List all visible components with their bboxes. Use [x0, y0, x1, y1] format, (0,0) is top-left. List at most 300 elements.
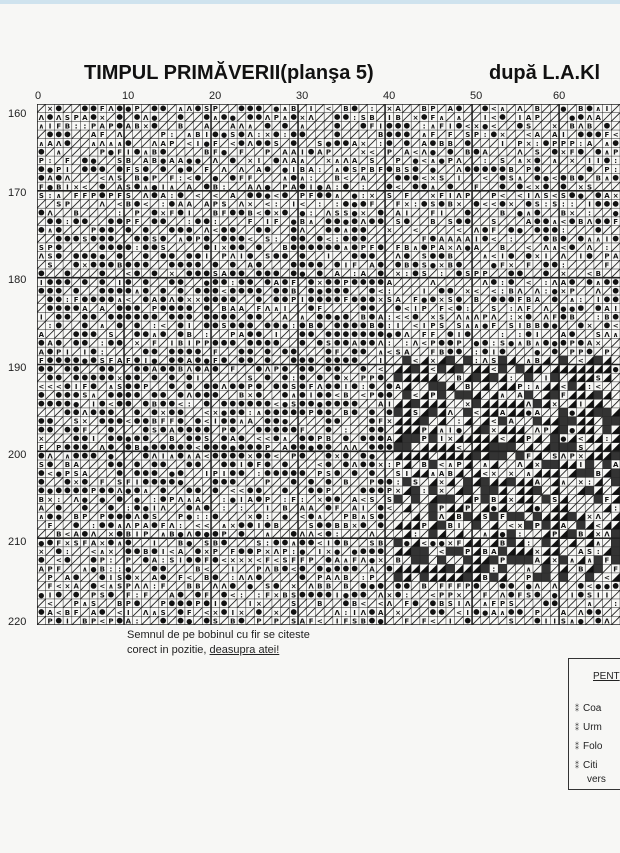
stitch-slash	[385, 269, 394, 278]
stitch-slash	[107, 269, 116, 278]
stitch-symbol: <	[421, 174, 428, 183]
stitch-solid	[394, 443, 403, 452]
stitch-slash	[307, 226, 316, 235]
stitch-slash	[255, 529, 264, 538]
stitch-dot	[308, 331, 314, 337]
stitch-symbol: :	[501, 330, 504, 339]
stitch-slash	[237, 312, 246, 321]
stitch-symbol: B	[499, 209, 506, 218]
stitch-symbol: A	[612, 252, 619, 261]
stitch-slash	[568, 477, 577, 486]
stitch-slash	[263, 486, 272, 495]
stitch-dot	[143, 331, 149, 337]
stitch-symbol: :	[605, 244, 609, 253]
stitch-symbol: ×	[325, 157, 332, 166]
stitch-slash	[368, 521, 377, 530]
stitch-solid	[420, 573, 429, 582]
stitch-half-fill	[472, 573, 481, 582]
stitch-dot	[430, 140, 436, 146]
stitch-dot	[65, 401, 71, 407]
stitch-slash	[342, 347, 351, 356]
stitch-symbol: F	[569, 148, 575, 157]
stitch-dot	[99, 297, 105, 303]
stitch-half-fill	[394, 451, 403, 460]
column-number: 20	[209, 90, 222, 102]
stitch-half-fill	[446, 503, 455, 512]
stitch-slash	[159, 373, 168, 382]
stitch-slash	[228, 147, 237, 156]
stitch-symbol: I	[579, 461, 583, 470]
stitch-dot	[126, 305, 132, 311]
stitch-symbol: I	[544, 374, 548, 383]
stitch-solid	[411, 365, 420, 374]
stitch-slash	[385, 356, 394, 365]
stitch-dot	[38, 166, 44, 172]
stitch-dot	[360, 331, 366, 337]
stitch-symbol: :	[257, 131, 261, 140]
stitch-slash	[202, 208, 211, 217]
stitch-slash	[124, 425, 133, 434]
stitch-symbol: ∧	[430, 122, 436, 131]
stitch-symbol: ∧	[482, 461, 488, 470]
stitch-dot	[47, 540, 53, 546]
stitch-solid	[463, 486, 472, 495]
stitch-symbol: A	[230, 122, 236, 131]
stitch-symbol: :	[231, 574, 235, 583]
stitch-half-fill	[402, 573, 411, 582]
stitch-slash	[542, 608, 551, 617]
stitch-dot	[178, 279, 184, 285]
stitch-symbol: ∧	[343, 556, 349, 565]
stitch-symbol: I	[170, 339, 174, 348]
stitch-dot	[404, 175, 410, 181]
stitch-slash	[89, 425, 98, 434]
stitch-slash	[516, 469, 525, 478]
stitch-slash	[516, 564, 525, 573]
stitch-half-fill	[585, 521, 594, 530]
stitch-symbol: F	[169, 417, 175, 426]
stitch-slash	[272, 356, 281, 365]
stitch-symbol: A	[195, 504, 201, 513]
stitch-symbol: A	[491, 608, 497, 617]
stitch-symbol: :	[92, 521, 95, 530]
stitch-slash	[246, 226, 255, 235]
stitch-symbol: A	[308, 165, 314, 174]
stitch-dot	[378, 583, 384, 589]
stitch-dot	[447, 340, 453, 346]
stitch-slash	[315, 451, 324, 460]
stitch-symbol: ∧	[534, 382, 541, 391]
stitch-symbol: ×	[569, 209, 576, 218]
stitch-dot	[326, 444, 332, 450]
stitch-slash	[159, 347, 168, 356]
stitch-slash	[46, 529, 55, 538]
stitch-slash	[81, 269, 90, 278]
stitch-dot	[56, 244, 62, 250]
stitch-symbol: :	[257, 591, 261, 600]
stitch-symbol: Λ	[438, 513, 445, 522]
stitch-dot	[369, 340, 375, 346]
stitch-dot	[152, 522, 158, 528]
stitch-half-fill	[420, 451, 429, 460]
stitch-dot	[378, 244, 384, 250]
stitch-symbol: S	[508, 617, 514, 625]
stitch-slash	[185, 278, 194, 287]
stitch-symbol: <	[490, 105, 497, 114]
stitch-slash	[350, 312, 359, 321]
stitch-slash	[568, 234, 577, 243]
stitch-slash	[576, 286, 585, 295]
stitch-symbol: <	[551, 191, 558, 200]
stitch-symbol: <	[508, 521, 515, 530]
stitch-symbol: <	[90, 547, 97, 556]
stitch-solid	[568, 382, 577, 391]
stitch-dot	[143, 418, 149, 424]
stitch-slash	[350, 173, 359, 182]
stitch-symbol: Λ	[99, 139, 105, 148]
stitch-symbol: P	[47, 574, 53, 583]
stitch-symbol: <	[273, 452, 280, 461]
stitch-dot	[343, 566, 349, 572]
stitch-dot	[578, 592, 584, 598]
stitch-symbol: A	[534, 478, 541, 487]
stitch-solid	[559, 356, 568, 365]
stitch-slash	[350, 451, 359, 460]
stitch-dot	[613, 140, 619, 146]
stitch-slash	[411, 234, 420, 243]
stitch-symbol: Λ	[177, 495, 184, 504]
stitch-dot	[352, 566, 358, 572]
stitch-slash	[202, 486, 211, 495]
stitch-slash	[542, 477, 551, 486]
stitch-symbol: A	[290, 148, 297, 157]
stitch-symbol: P	[230, 330, 236, 339]
stitch-slash	[133, 556, 142, 565]
stitch-symbol: ×	[247, 157, 254, 166]
stitch-slash	[176, 460, 185, 469]
stitch-symbol: F	[169, 174, 175, 183]
stitch-dot	[221, 357, 227, 363]
stitch-half-fill	[498, 495, 507, 504]
stitch-slash	[420, 191, 429, 200]
stitch-dot	[65, 357, 71, 363]
stitch-half-fill	[585, 529, 594, 538]
stitch-slash	[89, 573, 98, 582]
stitch-dot	[178, 227, 184, 233]
stitch-symbol: Λ	[134, 582, 140, 591]
stitch-slash	[168, 573, 177, 582]
stitch-symbol: F	[395, 200, 401, 209]
stitch-slash	[446, 486, 455, 495]
stitch-slash	[255, 417, 264, 426]
stitch-dot	[143, 297, 149, 303]
stitch-slash	[350, 486, 359, 495]
stitch-dot	[178, 305, 184, 311]
stitch-dot	[117, 166, 123, 172]
stitch-symbol: P	[212, 105, 218, 114]
stitch-slash	[298, 599, 307, 608]
stitch-dot	[91, 262, 97, 268]
stitch-slash	[133, 538, 142, 547]
stitch-dot	[160, 618, 166, 624]
stitch-slash	[472, 156, 481, 165]
stitch-symbol: ●	[142, 443, 149, 452]
stitch-symbol: B	[499, 244, 506, 253]
stitch-slash	[246, 477, 255, 486]
stitch-half-fill	[463, 538, 472, 547]
stitch-symbol: I	[362, 504, 365, 513]
stitch-dot	[369, 418, 375, 424]
stitch-slash	[402, 321, 411, 330]
stitch-symbol: <	[595, 521, 602, 530]
stitch-slash	[315, 173, 324, 182]
stitch-symbol: ●	[81, 356, 88, 365]
stitch-symbol: Λ	[499, 591, 506, 600]
stitch-dot	[230, 427, 236, 433]
stitch-slash	[72, 547, 81, 556]
stitch-slash	[359, 529, 368, 538]
stitch-slash	[498, 312, 507, 321]
stitch-symbol: I	[257, 521, 261, 530]
stitch-slash	[524, 173, 533, 182]
stitch-slash	[446, 556, 455, 565]
stitch-symbol: ●	[290, 218, 297, 227]
stitch-dot	[38, 149, 44, 155]
stitch-slash	[489, 330, 498, 339]
stitch-symbol: S	[508, 600, 514, 609]
stitch-dot	[65, 366, 71, 372]
stitch-symbol: B	[482, 547, 488, 556]
stitch-slash	[611, 226, 620, 235]
stitch-slash	[263, 104, 272, 113]
stitch-dot	[500, 349, 506, 355]
stitch-symbol: A	[73, 461, 79, 470]
stitch-symbol: P	[369, 391, 375, 400]
stitch-symbol: F	[125, 165, 131, 174]
stitch-symbol: ∧	[586, 600, 593, 609]
stitch-symbol: F	[439, 122, 445, 131]
stitch-half-fill	[463, 495, 472, 504]
stitch-half-fill	[455, 529, 464, 538]
stitch-slash	[315, 113, 324, 122]
stitch-slash	[376, 529, 385, 538]
stitch-dot	[439, 201, 445, 207]
stitch-half-fill	[516, 425, 525, 434]
stitch-dot	[82, 488, 88, 494]
stitch-solid	[429, 460, 438, 469]
stitch-symbol: ∧	[108, 582, 114, 591]
stitch-dot	[221, 444, 227, 450]
stitch-half-fill	[472, 547, 481, 556]
stitch-slash	[272, 391, 281, 400]
bullet-icon: ⁑	[575, 761, 579, 770]
stitch-dot	[38, 340, 44, 346]
stitch-slash	[437, 217, 446, 226]
stitch-symbol: I	[457, 521, 461, 530]
stitch-dot	[152, 444, 158, 450]
stitch-slash	[124, 173, 133, 182]
stitch-symbol: B	[221, 304, 227, 313]
stitch-slash	[263, 616, 272, 625]
stitch-symbol: P	[456, 461, 462, 470]
stitch-symbol: I	[266, 504, 269, 513]
stitch-slash	[481, 217, 490, 226]
stitch-half-fill	[455, 434, 464, 443]
stitch-half-fill	[611, 434, 620, 443]
stitch-slash	[107, 130, 116, 139]
stitch-dot	[169, 279, 175, 285]
stitch-dot	[282, 123, 288, 129]
stitch-dot	[256, 192, 262, 198]
stitch-dot	[300, 409, 306, 415]
stitch-dot	[230, 453, 236, 459]
stitch-dot	[378, 392, 384, 398]
stitch-slash	[394, 512, 403, 521]
stitch-solid	[611, 556, 620, 565]
stitch-symbol: B	[299, 218, 306, 227]
stitch-slash	[115, 443, 124, 452]
stitch-slash	[507, 503, 516, 512]
stitch-symbol: S	[587, 183, 593, 192]
stitch-slash	[524, 226, 533, 235]
stitch-dot	[117, 496, 123, 502]
stitch-symbol: P	[90, 487, 97, 496]
stitch-slash	[385, 425, 394, 434]
stitch-dot	[352, 105, 358, 111]
stitch-dot	[430, 609, 436, 615]
stitch-symbol: F	[491, 322, 497, 331]
stitch-symbol: P	[56, 443, 62, 452]
stitch-slash	[498, 121, 507, 130]
stitch-slash	[516, 130, 525, 139]
stitch-dot	[291, 132, 297, 138]
stitch-dot	[91, 236, 97, 242]
stitch-dot	[117, 514, 123, 520]
stitch-half-fill	[481, 365, 490, 374]
stitch-symbol: S	[465, 270, 471, 279]
stitch-slash	[63, 495, 72, 504]
stitch-symbol: <	[125, 417, 132, 426]
stitch-symbol: I	[440, 435, 443, 444]
stitch-dot	[369, 618, 375, 624]
stitch-symbol: A	[351, 139, 358, 148]
stitch-slash	[263, 243, 272, 252]
stitch-symbol: B	[508, 287, 514, 296]
stitch-symbol: I	[257, 157, 261, 166]
stitch-slash	[211, 503, 220, 512]
stitch-symbol: P	[125, 218, 131, 227]
stitch-symbol: ×	[316, 278, 323, 287]
stitch-symbol: <	[551, 174, 558, 183]
stitch-half-fill	[437, 417, 446, 426]
stitch-symbol: :	[492, 565, 496, 574]
stitch-symbol: Λ	[473, 313, 480, 322]
stitch-dot	[82, 218, 88, 224]
stitch-dot	[265, 349, 271, 355]
stitch-dot	[108, 218, 114, 224]
stitch-symbol: S	[369, 495, 375, 504]
stitch-symbol: ●	[99, 495, 106, 504]
stitch-symbol: P	[465, 582, 471, 591]
stitch-dot	[117, 105, 123, 111]
stitch-dot	[561, 340, 567, 346]
stitch-dot	[108, 514, 114, 520]
stitch-dot	[65, 279, 71, 285]
stitch-dot	[178, 392, 184, 398]
stitch-symbol: P	[473, 270, 479, 279]
stitch-symbol: Λ	[525, 400, 532, 409]
stitch-symbol: B	[438, 139, 445, 148]
stitch-symbol: S	[578, 443, 584, 452]
stitch-symbol: F	[47, 582, 53, 591]
stitch-symbol: <	[369, 148, 375, 157]
stitch-dot	[317, 592, 323, 598]
stitch-slash	[72, 556, 81, 565]
stitch-dot	[221, 592, 227, 598]
stitch-symbol: S	[204, 105, 210, 114]
stitch-dot	[352, 218, 358, 224]
stitch-slash	[289, 312, 298, 321]
stitch-symbol: :	[388, 287, 391, 296]
stitch-dot	[465, 166, 471, 172]
stitch-dot	[308, 288, 314, 294]
stitch-symbol: S	[204, 435, 210, 444]
stitch-slash	[159, 121, 168, 130]
stitch-half-fill	[498, 399, 507, 408]
stitch-dot	[169, 305, 175, 311]
stitch-slash	[594, 503, 603, 512]
stitch-dot	[291, 470, 297, 476]
stitch-symbol: S	[117, 582, 123, 591]
stitch-slash	[272, 599, 281, 608]
stitch-symbol: Λ	[386, 600, 393, 609]
stitch-symbol: :	[440, 270, 444, 279]
stitch-symbol: ●	[429, 539, 436, 548]
stitch-slash	[463, 113, 472, 122]
stitch-dot	[195, 427, 201, 433]
stitch-symbol: B	[351, 513, 358, 522]
stitch-dot	[126, 288, 132, 294]
stitch-dot	[56, 340, 62, 346]
stitch-symbol: F	[447, 131, 453, 140]
stitch-slash	[516, 243, 525, 252]
stitch-symbol: P	[526, 435, 532, 444]
stitch-slash	[359, 469, 368, 478]
stitch-slash	[185, 477, 194, 486]
stitch-slash	[559, 321, 568, 330]
stitch-symbol: I	[40, 278, 43, 287]
stitch-symbol: ●	[151, 356, 158, 365]
stitch-dot	[587, 279, 593, 285]
stitch-symbol: Λ	[82, 409, 88, 418]
stitch-half-fill	[576, 373, 585, 382]
stitch-dot	[134, 236, 140, 242]
stitch-slash	[289, 330, 298, 339]
stitch-slash	[124, 347, 133, 356]
stitch-symbol: S	[343, 209, 349, 218]
stitch-dot	[308, 244, 314, 250]
stitch-dot	[613, 175, 619, 181]
stitch-slash	[455, 286, 464, 295]
stitch-dot	[38, 366, 44, 372]
stitch-symbol: F	[273, 218, 279, 227]
stitch-dot	[247, 105, 253, 111]
stitch-symbol: Λ	[325, 209, 332, 218]
stitch-symbol: A	[238, 330, 245, 339]
stitch-slash	[107, 156, 116, 165]
stitch-symbol: ×	[525, 157, 532, 166]
stitch-symbol: <	[203, 452, 210, 461]
